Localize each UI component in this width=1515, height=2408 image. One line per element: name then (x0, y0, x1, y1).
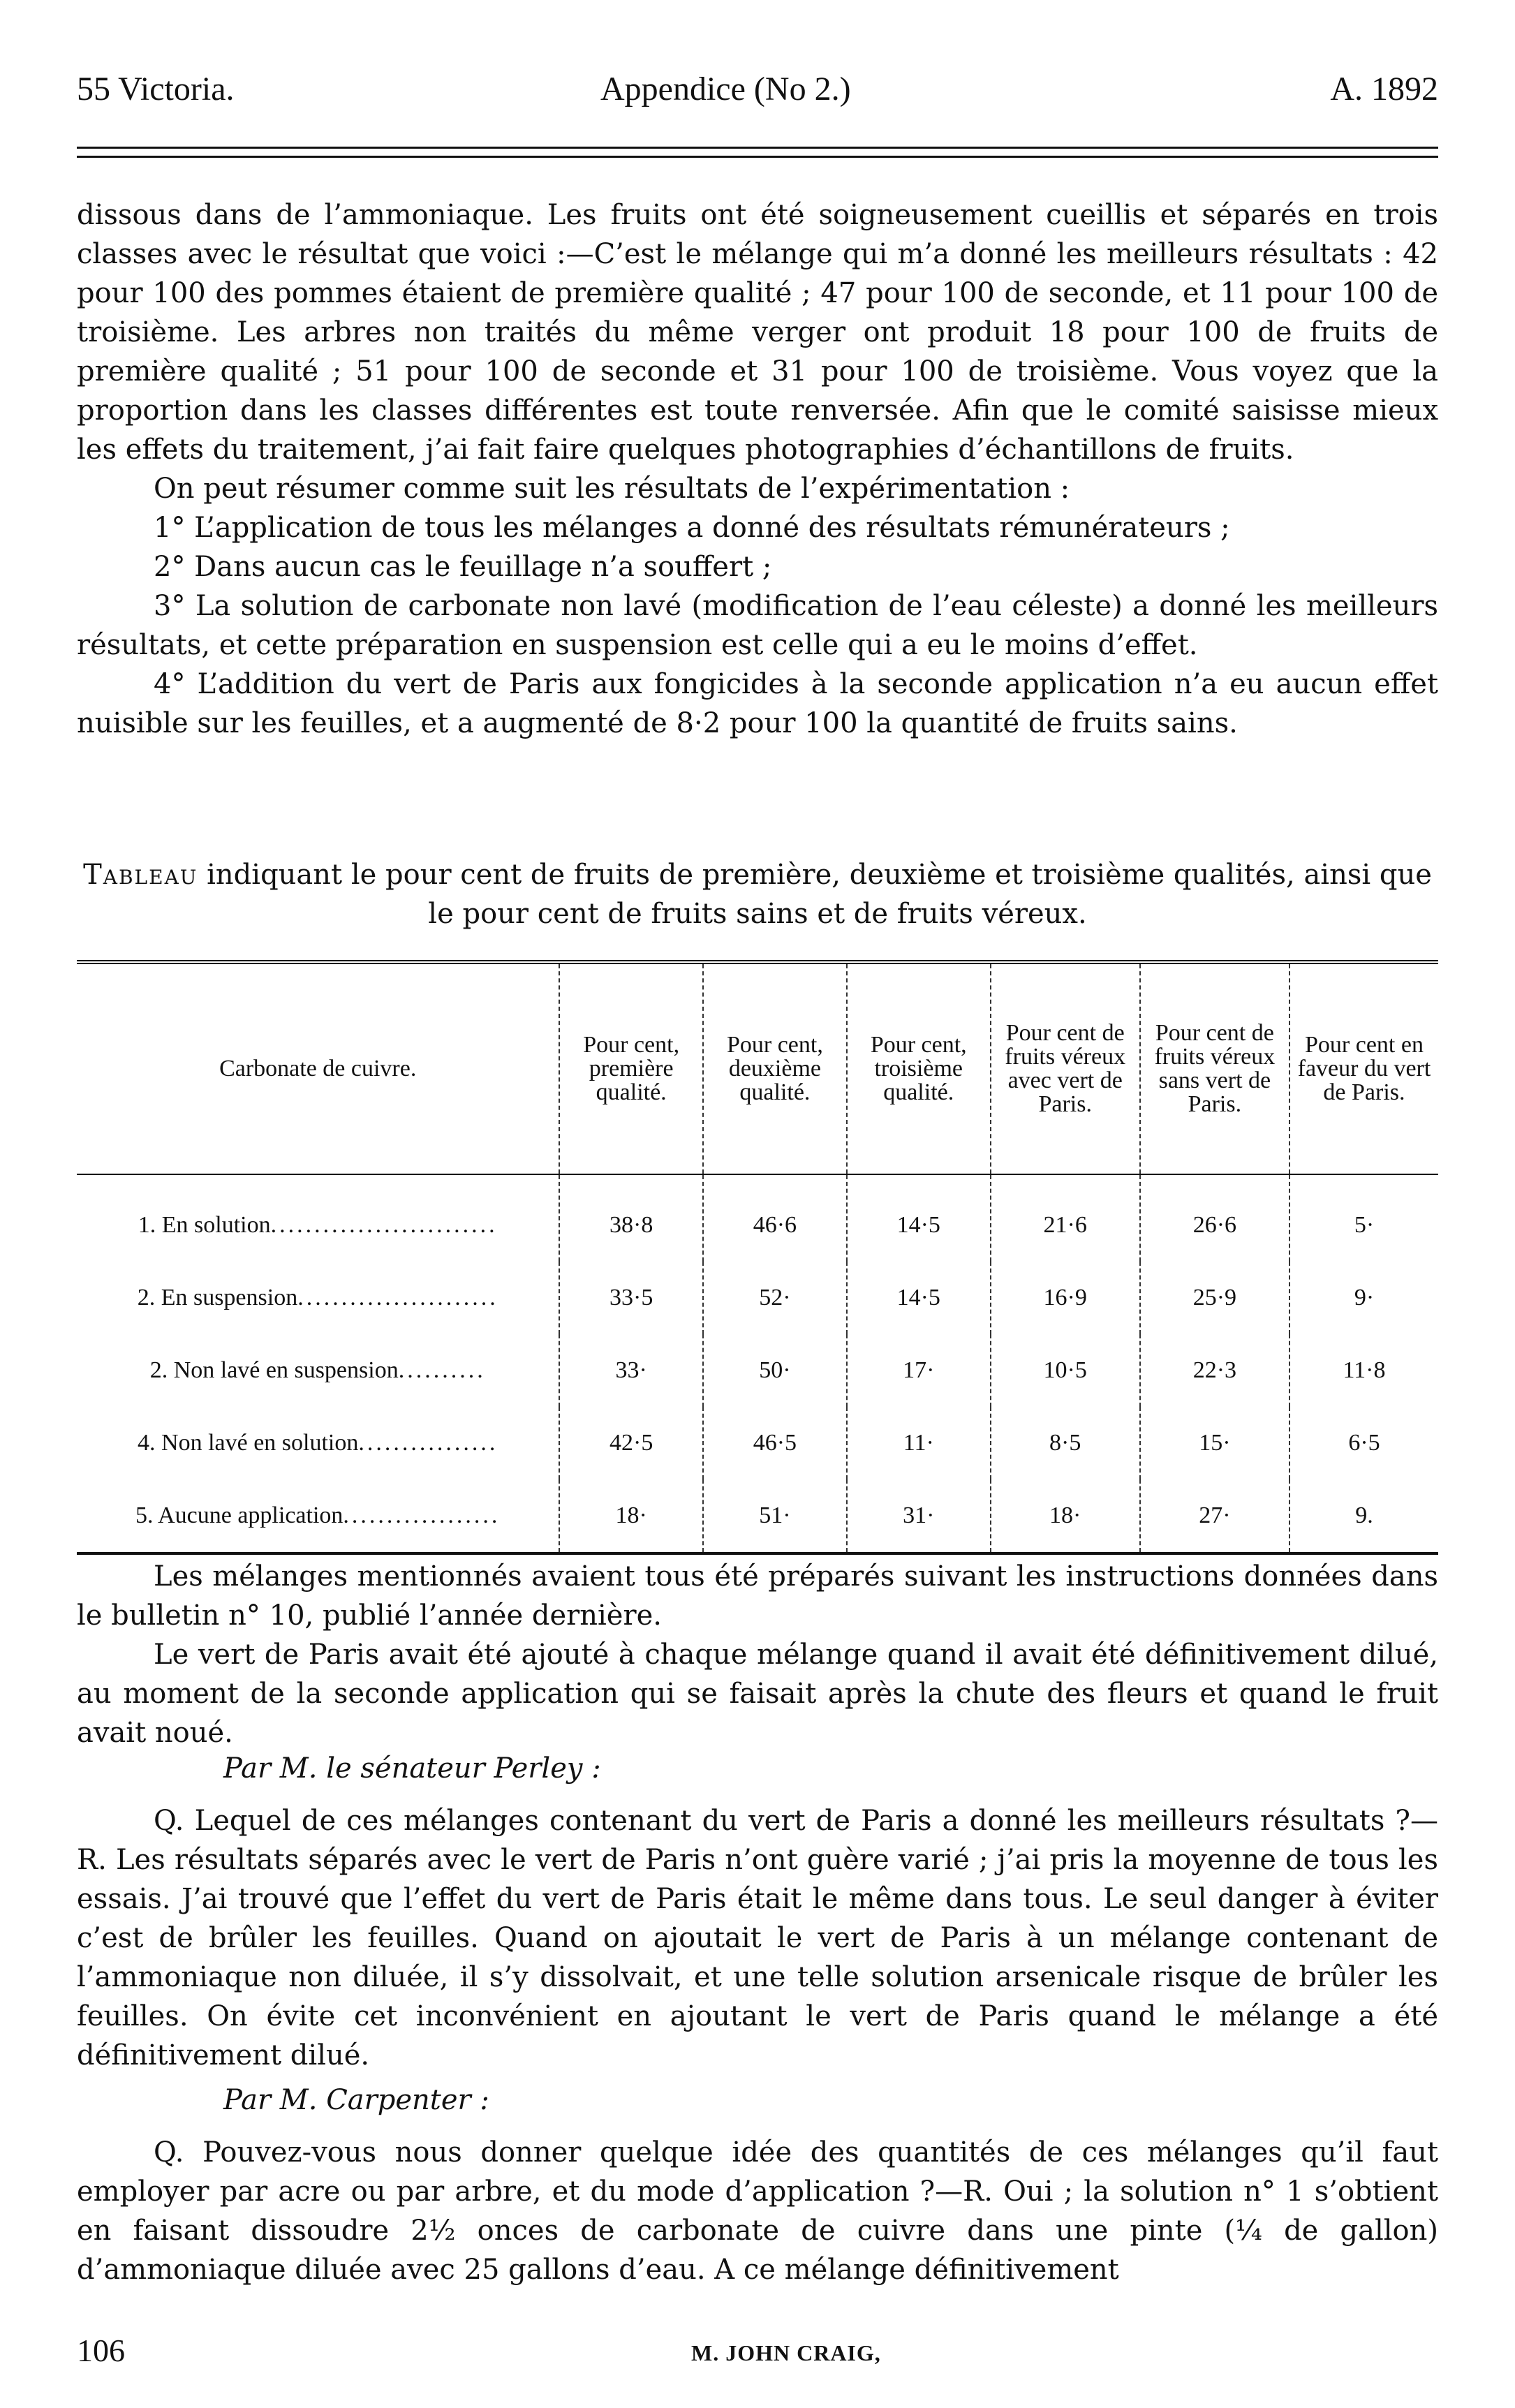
table-cell: 21·6 (991, 1174, 1140, 1262)
after-table-section (77, 1557, 1438, 1752)
column-header: Carbonate de cuivre. (77, 962, 559, 1174)
carpenter-section (77, 2133, 1438, 2289)
column-header: Pour cent de fruits véreux sans vert de Paris. (1140, 962, 1289, 1174)
table-cell: 46·5 (703, 1407, 847, 1479)
table-cell: 14·5 (847, 1174, 991, 1262)
row-label: 2. Non lavé en suspension.......... (149, 1357, 486, 1383)
column-header: Pour cent, première qualité. (559, 962, 703, 1174)
table-caption-lead: Tableau (83, 859, 198, 891)
table-row (77, 1479, 1438, 1553)
table-cell: 14·5 (847, 1262, 991, 1334)
header-center: Appendice (No 2.) (600, 71, 851, 108)
summary-item-4: 4° L’addition du vert de Paris aux fongicides à la seconde application n’a eu aucun effet nuisible sur les feuilles, et a augmenté de 8·2 pour 100 la quantité de fruits sains. (77, 668, 1438, 739)
table-cell: 11·8 (1289, 1334, 1438, 1407)
table-cell: 27· (1140, 1479, 1289, 1553)
table-cell: 31· (847, 1479, 991, 1553)
carpenter-heading: Par M. Carpenter : (223, 2084, 489, 2116)
table-cell: 8·5 (991, 1407, 1140, 1479)
table-cell: 5· (1289, 1174, 1438, 1262)
summary-lead: On peut résumer comme suit les résultats de l’expérimentation : (154, 473, 1070, 505)
carpenter-text: Q. Pouvez-vous nous donner quelque idée des quantités de ces mélanges qu’il faut employer par acre ou par arbre, et du mode d’application ?—R. Oui ; la solution n° 1 s’obtient en faisant dissoudre 2½ onces de carbonate de cuivre dans une pinte (¼ de gallon) d’ammoniaque diluée avec 25 gallons d’eau. A ce mélange définitivement (77, 2136, 1438, 2286)
table-cell: 42·5 (559, 1407, 703, 1479)
table-cell: 51· (703, 1479, 847, 1553)
table-cell: 50· (703, 1334, 847, 1407)
intro-section (77, 195, 1438, 743)
table-cell: 46·6 (703, 1174, 847, 1262)
intro-paragraph: dissous dans de l’ammoniaque. Les fruits ont été soigneusement cueillis et séparés en trois classes avec le résultat que voici :—C’est le mélange qui m’a donné les meilleurs résultats : 42 pour 100 des pommes étaient de première qualité ; 47 pour 100 de seconde, et 11 pour 100 de troisième. Les arbres non traités du même verger ont produit 18 pour 100 de fruits de première qualité ; 51 pour 100 de seconde et 31 pour 100 de troisième. Vous voyez que la proportion dans les classes différentes est toute renversée. Afin que le comité saisisse mieux les effets du traitement, j’ai fait faire quelques photographies d’échantillons de fruits. (77, 199, 1438, 466)
table-row (77, 1407, 1438, 1479)
summary-item-1: 1° L’application de tous les mélanges a donné des résultats rémunérateurs ; (154, 512, 1230, 544)
table-cell: 26·6 (1140, 1174, 1289, 1262)
page-number: 106 (77, 2333, 125, 2368)
row-label: 2. En suspension....................... (137, 1285, 498, 1310)
header-right: A. 1892 (1330, 71, 1438, 108)
column-header: Pour cent, deuxième qualité. (703, 962, 847, 1174)
results-table (77, 960, 1438, 1555)
column-header: Pour cent de fruits véreux avec vert de Paris. (991, 962, 1140, 1174)
table-cell: 33· (559, 1334, 703, 1407)
table-cell: 15· (1140, 1407, 1289, 1479)
after-table-paragraph: Le vert de Paris avait été ajouté à chaque mélange quand il avait été définitivement dilué, au moment de la seconde application qui se faisait après la chute des fleurs et quand le fruit avait noué. (77, 1639, 1438, 1749)
table-cell: 22·3 (1140, 1334, 1289, 1407)
table-cell: 9· (1289, 1262, 1438, 1334)
table-cell: 38·8 (559, 1174, 703, 1262)
table-cell: 17· (847, 1334, 991, 1407)
table-cell: 18· (559, 1479, 703, 1553)
table-cell: 52· (703, 1262, 847, 1334)
table-header-row (77, 962, 1438, 1174)
table-row (77, 1174, 1438, 1262)
table-cell: 10·5 (991, 1334, 1140, 1407)
running-footer-author: M. JOHN CRAIG, (691, 2340, 881, 2365)
summary-item-3: 3° La solution de carbonate non lavé (modification de l’eau céleste) a donné les meilleurs résultats, et cette préparation en suspension est celle qui a eu le moins d’effet. (77, 590, 1438, 661)
table-cell: 18· (991, 1479, 1140, 1553)
header-left: 55 Victoria. (77, 71, 235, 108)
table-cell: 11· (847, 1407, 991, 1479)
perley-text: Q. Lequel de ces mélanges contenant du vert de Paris a donné les meilleurs résultats ?—R. Les résultats séparés avec le vert de Paris n’ont guère varié ; j’ai pris la moyenne de tous les essais. J’ai trouvé que l’effet du vert de Paris était le même dans tous. Le seul danger à éviter c’est de brûler les feuilles. Quand on ajoutait le vert de Paris à un mélange contenant de l’ammoniaque non diluée, il s’y dissolvait, et une telle solution arsenicale risque de brûler les feuilles. On évite cet inconvénient en ajoutant le vert de Paris quand le mélange a été définitivement dilué. (77, 1805, 1438, 2071)
table-cell: 6·5 (1289, 1407, 1438, 1479)
table-row (77, 1334, 1438, 1407)
row-label: 5. Aucune application.................. (135, 1502, 501, 1528)
summary-item-2: 2° Dans aucun cas le feuillage n’a souffert ; (154, 551, 772, 583)
table-cell: 25·9 (1140, 1262, 1289, 1334)
row-label: 4. Non lavé en solution................ (138, 1430, 498, 1456)
header-rule (77, 147, 1438, 158)
perley-heading: Par M. le sénateur Perley : (223, 1752, 601, 1785)
after-table-paragraph: Les mélanges mentionnés avaient tous été préparés suivant les instructions données dans le bulletin n° 10, publié l’année dernière. (77, 1560, 1438, 1632)
table-cell: 33·5 (559, 1262, 703, 1334)
table-cell: 9. (1289, 1479, 1438, 1553)
table-caption (77, 855, 1438, 933)
table-cell: 16·9 (991, 1262, 1140, 1334)
page-footer (77, 2332, 1438, 2374)
table-row (77, 1262, 1438, 1334)
row-label: 1. En solution.......................... (138, 1212, 498, 1238)
running-header (77, 63, 1438, 119)
perley-section (77, 1801, 1438, 2075)
table-caption-text: indiquant le pour cent de fruits de première, deuxième et troisième qualités, ainsi que le pour cent de fruits sains et de fruits véreux. (207, 859, 1432, 930)
column-header: Pour cent en faveur du vert de Paris. (1289, 962, 1438, 1174)
column-header: Pour cent, troisième qualité. (847, 962, 991, 1174)
